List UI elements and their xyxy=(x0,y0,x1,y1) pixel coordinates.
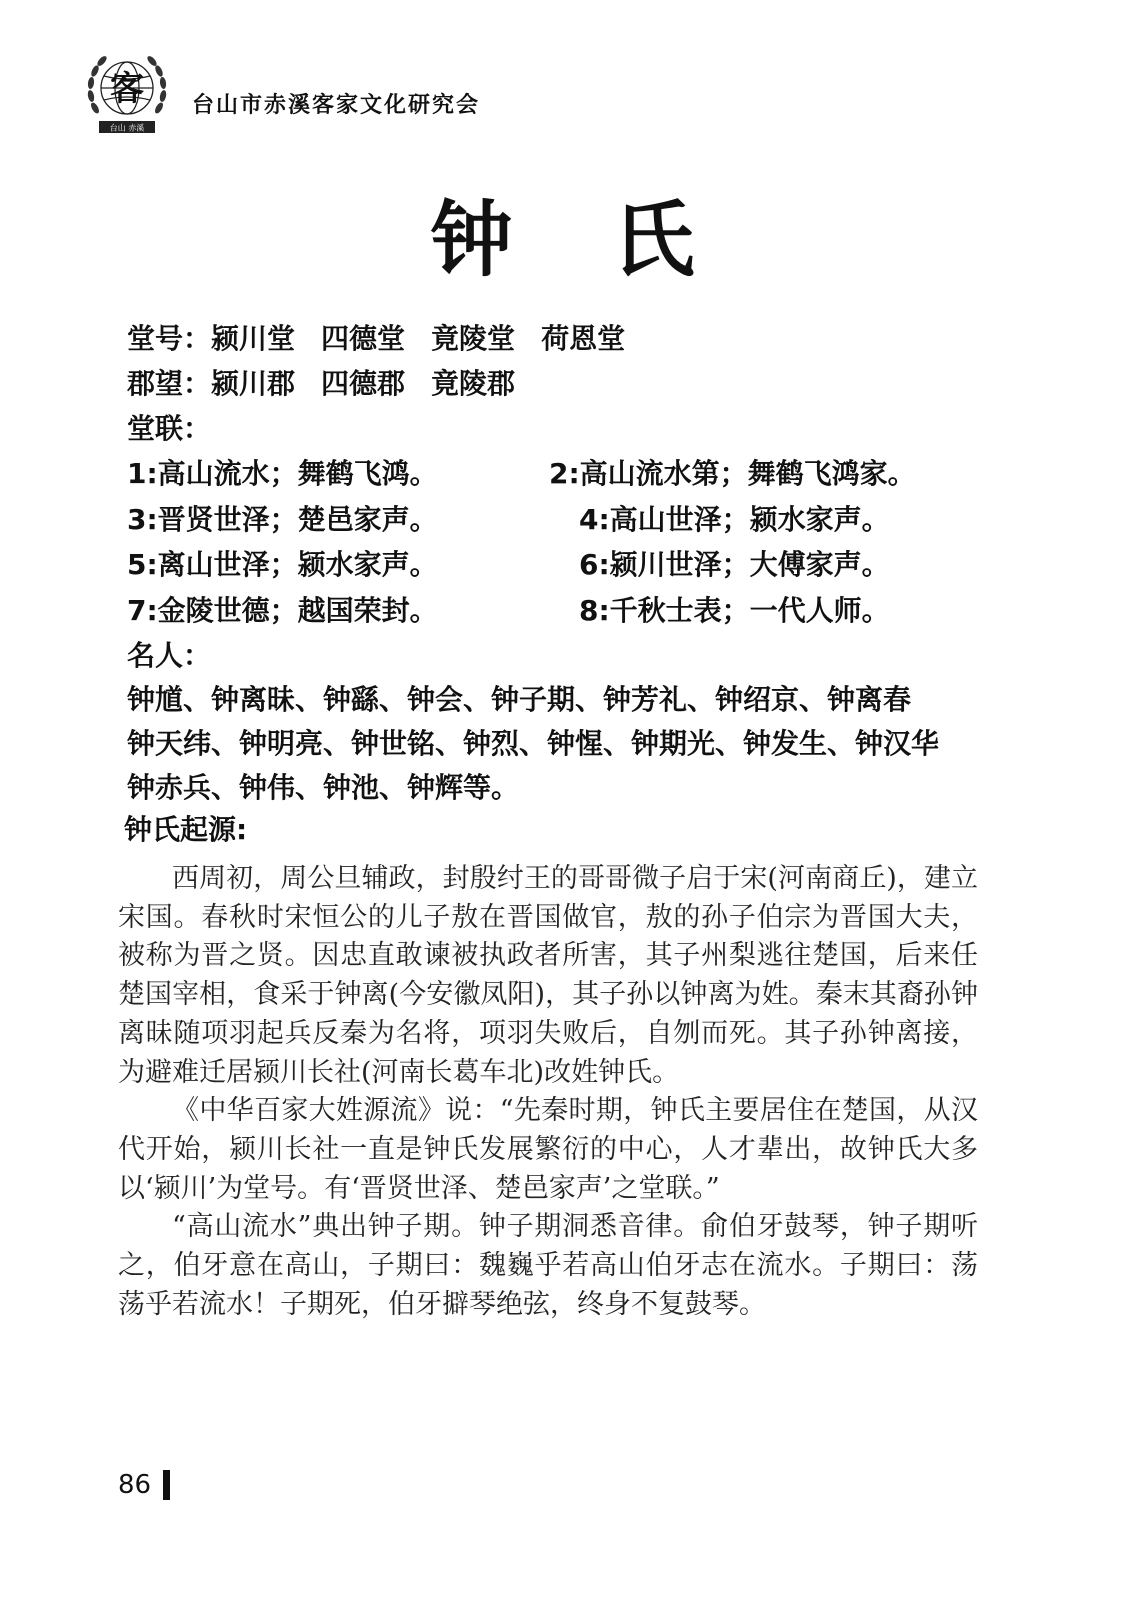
page-title xyxy=(0,175,1125,292)
couplet-item: 1:高山流水；舞鹤飞鸿。 xyxy=(127,457,438,490)
svg-text:客: 客 xyxy=(110,69,144,109)
commandery-label: 郡望： xyxy=(127,367,212,400)
couplet-item: 2:高山流水第；舞鹤飞鸿家。 xyxy=(549,457,916,490)
couplets-label: 堂联： xyxy=(127,412,212,445)
title-char-zhong: 钟 xyxy=(430,192,513,288)
couplet-item: 7:金陵世德；越国荣封。 xyxy=(127,593,438,627)
page-number-bar xyxy=(163,1470,170,1500)
association-logo xyxy=(82,50,172,138)
origin-body xyxy=(118,860,978,1324)
commandery-item: 四德郡 xyxy=(321,367,406,400)
page-header xyxy=(82,50,682,140)
couplet-item: 5:离山世泽；颍水家声。 xyxy=(127,548,438,581)
commandery-item: 颍川郡 xyxy=(211,367,296,400)
hall-item: 颍川堂 xyxy=(211,322,296,355)
commandery-item: 竟陵郡 xyxy=(431,367,516,400)
paragraph: 西周初，周公旦辅政，封殷纣王的哥哥微子启于宋(河南商丘)，建立宋国。春秋时宋恒公的儿子敖在晋国做官，敖的孙子伯宗为晋国大夫，被称为晋之贤。因忠直敢谏被执政者所害，其子州梨逃往楚国，后来任楚国宰相，食采于钟离(今安徽凤阳)，其子孙以钟离为姓。秦末其裔孙钟离昧随项羽起兵反秦为名将，项羽失败后，自刎而死。其子孙钟离接，为避难迁居颍川长社(河南长葛车北)改姓钟氏。 xyxy=(118,863,978,1088)
hall-name-row xyxy=(127,316,1007,361)
famous-line: 钟赤兵、钟伟、钟池、钟辉等。 xyxy=(127,771,520,804)
organization-name: 台山市赤溪客家文化研究会 xyxy=(192,93,481,118)
hall-item: 四德堂 xyxy=(321,322,406,355)
surname-info xyxy=(127,316,1007,810)
couplet-item: 3:晋贤世泽；楚邑家声。 xyxy=(127,502,438,536)
origin-heading: 钟氏起源: xyxy=(124,813,248,846)
hall-item: 竟陵堂 xyxy=(431,322,516,355)
paragraph: “高山流水”典出钟子期。钟子期洞悉音律。俞伯牙鼓琴，钟子期听之，伯牙意在高山，子期曰：魏巍乎若高山伯牙志在流水。子期曰：荡荡乎若流水！子期死，伯牙擗琴绝弦，终身不复鼓琴。 xyxy=(118,1211,978,1320)
famous-label: 名人： xyxy=(127,639,212,672)
famous-line: 钟馗、钟离昧、钟繇、钟会、钟子期、钟芳礼、钟绍京、钟离春 xyxy=(127,683,912,716)
hall-item: 荷恩堂 xyxy=(541,322,626,355)
paragraph: 《中华百家大姓源流》说：“先秦时期，钟氏主要居住在楚国，从汉代开始，颍川长社一直是钟氏发展繁衍的中心，人才辈出，故钟氏大多以‘颍川’为堂号。有‘晋贤世泽、楚邑家声’之堂联。” xyxy=(118,1095,978,1204)
commandery-row xyxy=(127,361,1007,406)
hall-label: 堂号： xyxy=(127,322,212,355)
couplets-list xyxy=(127,451,1007,633)
svg-text:台山 赤溪: 台山 赤溪 xyxy=(109,123,145,133)
couplet-item: 8:千秋士表；一代人师。 xyxy=(579,593,890,627)
couplet-item: 4:高山世泽；颍水家声。 xyxy=(579,502,890,536)
couplet-item: 6:颍川世泽；大傅家声。 xyxy=(579,548,890,581)
page-number: 86 xyxy=(118,1470,152,1500)
title-char-shi: 氏 xyxy=(612,192,695,288)
famous-line: 钟天纬、钟明亮、钟世铭、钟烈、钟惺、钟期光、钟发生、钟汉华 xyxy=(127,727,940,760)
